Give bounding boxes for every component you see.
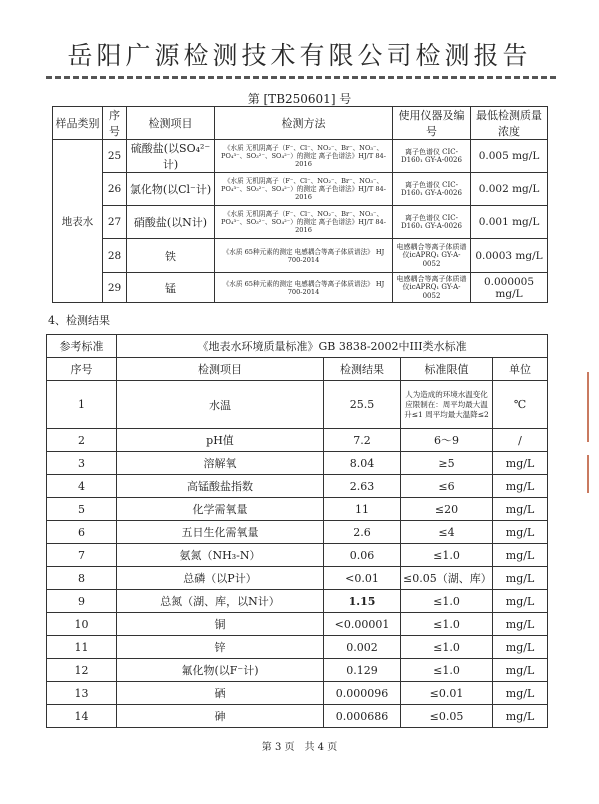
row-no: 6 — [47, 521, 117, 544]
row-unit: mg/L — [493, 521, 548, 544]
row-no: 29 — [103, 273, 127, 303]
row-item: 溶解氧 — [117, 452, 324, 475]
row-no: 12 — [47, 659, 117, 682]
row-limit: ≤1.0 — [401, 544, 493, 567]
row-limit: ≤20 — [401, 498, 493, 521]
sample-category-cell: 地表水 — [53, 140, 103, 303]
row-limit: ≤1.0 — [401, 590, 493, 613]
row-unit: mg/L — [493, 452, 548, 475]
table-row — [47, 590, 548, 613]
row-unit: mg/L — [493, 544, 548, 567]
row-no: 14 — [47, 705, 117, 728]
page-number: 第 3 页 共 4 页 — [261, 742, 338, 753]
row-limit: 6～9 — [401, 429, 493, 452]
table-row — [47, 544, 548, 567]
table-row — [47, 636, 548, 659]
results-section-title: 4、检测结果 — [48, 314, 110, 327]
row-item: 硝酸盐(以N计) — [127, 206, 215, 239]
row-limit: 0.0003 mg/L — [471, 239, 548, 273]
row-unit: mg/L — [493, 613, 548, 636]
row-instrument: 电感耦合等离子体质谱仪icAPRQ₁ GY-A-0052 — [393, 239, 471, 273]
row-limit: 0.002 mg/L — [471, 173, 548, 206]
row-no: 13 — [47, 682, 117, 705]
row-no: 8 — [47, 567, 117, 590]
header-test-item: 检测项目 — [127, 107, 215, 140]
row-item: 铁 — [127, 239, 215, 273]
row-item: 砷 — [117, 705, 324, 728]
row-limit: ≤0.05（湖、库） — [401, 567, 493, 590]
row-instrument: 离子色谱仪 CIC-D160₁ GY-A-0026 — [393, 173, 471, 206]
table-row — [47, 475, 548, 498]
row-limit: ≤0.05 — [401, 705, 493, 728]
row-no: 9 — [47, 590, 117, 613]
header-test-item: 检测项目 — [117, 358, 324, 381]
row-unit: ℃ — [493, 381, 548, 429]
row-unit: / — [493, 429, 548, 452]
row-method: 《水质 65种元素的测定 电感耦合等离子体质谱法》 HJ 700-2014 — [215, 273, 393, 303]
report-title: 岳阳广源检测技术有限公司检测报告 — [67, 41, 532, 70]
row-instrument: 离子色谱仪 CIC-D160₁ GY-A-0026 — [393, 140, 471, 173]
row-limit: 0.001 mg/L — [471, 206, 548, 239]
methods-header-row — [53, 107, 548, 140]
table-row — [53, 206, 548, 239]
seal-edge-mark — [587, 372, 599, 442]
header-test-result: 检测结果 — [324, 358, 401, 381]
row-item: 高锰酸盐指数 — [117, 475, 324, 498]
table-row — [47, 682, 548, 705]
table-row — [47, 452, 548, 475]
report-number: 第 [TB250601] 号 — [247, 92, 352, 106]
row-item: 总磷（以P计） — [117, 567, 324, 590]
table-row — [47, 613, 548, 636]
row-unit: mg/L — [493, 682, 548, 705]
row-result: 0.129 — [324, 659, 401, 682]
row-limit: 0.005 mg/L — [471, 140, 548, 173]
table-row — [47, 521, 548, 544]
table-row — [47, 659, 548, 682]
row-result: 11 — [324, 498, 401, 521]
row-unit: mg/L — [493, 636, 548, 659]
header-unit: 单位 — [493, 358, 548, 381]
row-item: 五日生化需氧量 — [117, 521, 324, 544]
reference-standard-row — [47, 335, 548, 358]
table-row — [47, 567, 548, 590]
table-row — [53, 140, 548, 173]
table-row — [53, 173, 548, 206]
row-no: 11 — [47, 636, 117, 659]
table-row — [53, 239, 548, 273]
row-result: <0.01 — [324, 567, 401, 590]
header-detection-limit: 最低检测质量浓度 — [471, 107, 548, 140]
row-item: 氟化物(以F⁻计) — [117, 659, 324, 682]
row-item: 化学需氧量 — [117, 498, 324, 521]
row-no: 25 — [103, 140, 127, 173]
detection-methods-table — [52, 106, 548, 303]
row-limit: ≤1.0 — [401, 659, 493, 682]
row-result: 0.000096 — [324, 682, 401, 705]
row-unit: mg/L — [493, 590, 548, 613]
row-item: 氨氮（NH₃-N） — [117, 544, 324, 567]
row-no: 4 — [47, 475, 117, 498]
row-limit: ≤4 — [401, 521, 493, 544]
row-result: 8.04 — [324, 452, 401, 475]
row-result: 25.5 — [324, 381, 401, 429]
row-limit: ≤1.0 — [401, 636, 493, 659]
row-item: 水温 — [117, 381, 324, 429]
row-item: 锰 — [127, 273, 215, 303]
table-row — [53, 273, 548, 303]
header-instrument: 使用仪器及编号 — [393, 107, 471, 140]
row-item: 硫酸盐(以SO₄²⁻计) — [127, 140, 215, 173]
row-item: 硒 — [117, 682, 324, 705]
table-row — [47, 381, 548, 429]
row-unit: mg/L — [493, 475, 548, 498]
row-item: 锌 — [117, 636, 324, 659]
row-method: 《水质 65种元素的测定 电感耦合等离子体质谱法》 HJ 700-2014 — [215, 239, 393, 273]
reference-label: 参考标准 — [47, 335, 117, 358]
row-no: 2 — [47, 429, 117, 452]
row-no: 28 — [103, 239, 127, 273]
table-row — [47, 705, 548, 728]
row-unit: mg/L — [493, 705, 548, 728]
row-instrument: 电感耦合等离子体质谱仪icAPRQ₁ GY-A-0052 — [393, 273, 471, 303]
row-result: 1.15 — [324, 590, 401, 613]
row-method: 《水质 无机阴离子（F⁻、Cl⁻、NO₂⁻、Br⁻、NO₃⁻、PO₄³⁻、SO₃²⁻、SO₄²⁻）的测定 离子色谱法》HJ/T 84-2016 — [215, 140, 393, 173]
row-result: 2.63 — [324, 475, 401, 498]
header-sample-category: 样品类别 — [53, 107, 103, 140]
row-no: 5 — [47, 498, 117, 521]
row-no: 3 — [47, 452, 117, 475]
results-header-row — [47, 358, 548, 381]
row-item: 总氮（湖、库，以N计） — [117, 590, 324, 613]
row-method: 《水质 无机阴离子（F⁻、Cl⁻、NO₂⁻、Br⁻、NO₃⁻、PO₄³⁻、SO₃²⁻、SO₄²⁻）的测定 离子色谱法》HJ/T 84-2016 — [215, 173, 393, 206]
row-no: 7 — [47, 544, 117, 567]
row-unit: mg/L — [493, 567, 548, 590]
title-divider — [46, 76, 556, 79]
row-limit: ≤6 — [401, 475, 493, 498]
row-limit: ≥5 — [401, 452, 493, 475]
row-result: 0.000686 — [324, 705, 401, 728]
header-serial-no: 序号 — [47, 358, 117, 381]
row-limit: 0.000005 mg/L — [471, 273, 548, 303]
row-limit: 人为造成的环境水温变化应限制在：周平均最大温升≤1 周平均最大温降≤2 — [401, 381, 493, 429]
row-result: 2.6 — [324, 521, 401, 544]
table-row — [47, 498, 548, 521]
row-result: 7.2 — [324, 429, 401, 452]
row-no: 1 — [47, 381, 117, 429]
row-no: 26 — [103, 173, 127, 206]
row-no: 27 — [103, 206, 127, 239]
header-standard-limit: 标准限值 — [401, 358, 493, 381]
seal-edge-mark — [587, 455, 599, 493]
test-results-table — [46, 334, 548, 728]
row-no: 10 — [47, 613, 117, 636]
row-result: <0.00001 — [324, 613, 401, 636]
reference-standard: 《地表水环境质量标准》GB 3838-2002中III类水标准 — [117, 335, 548, 358]
row-item: pH值 — [117, 429, 324, 452]
header-serial-no: 序号 — [103, 107, 127, 140]
row-result: 0.06 — [324, 544, 401, 567]
row-limit: ≤0.01 — [401, 682, 493, 705]
row-limit: ≤1.0 — [401, 613, 493, 636]
table-row — [47, 429, 548, 452]
row-unit: mg/L — [493, 498, 548, 521]
row-instrument: 离子色谱仪 CIC-D160₁ GY-A-0026 — [393, 206, 471, 239]
header-test-method: 检测方法 — [215, 107, 393, 140]
row-result: 0.002 — [324, 636, 401, 659]
row-item: 铜 — [117, 613, 324, 636]
row-unit: mg/L — [493, 659, 548, 682]
row-item: 氯化物(以Cl⁻计) — [127, 173, 215, 206]
row-method: 《水质 无机阴离子（F⁻、Cl⁻、NO₂⁻、Br⁻、NO₃⁻、PO₄³⁻、SO₃²⁻、SO₄²⁻）的测定 离子色谱法》HJ/T 84-2016 — [215, 206, 393, 239]
